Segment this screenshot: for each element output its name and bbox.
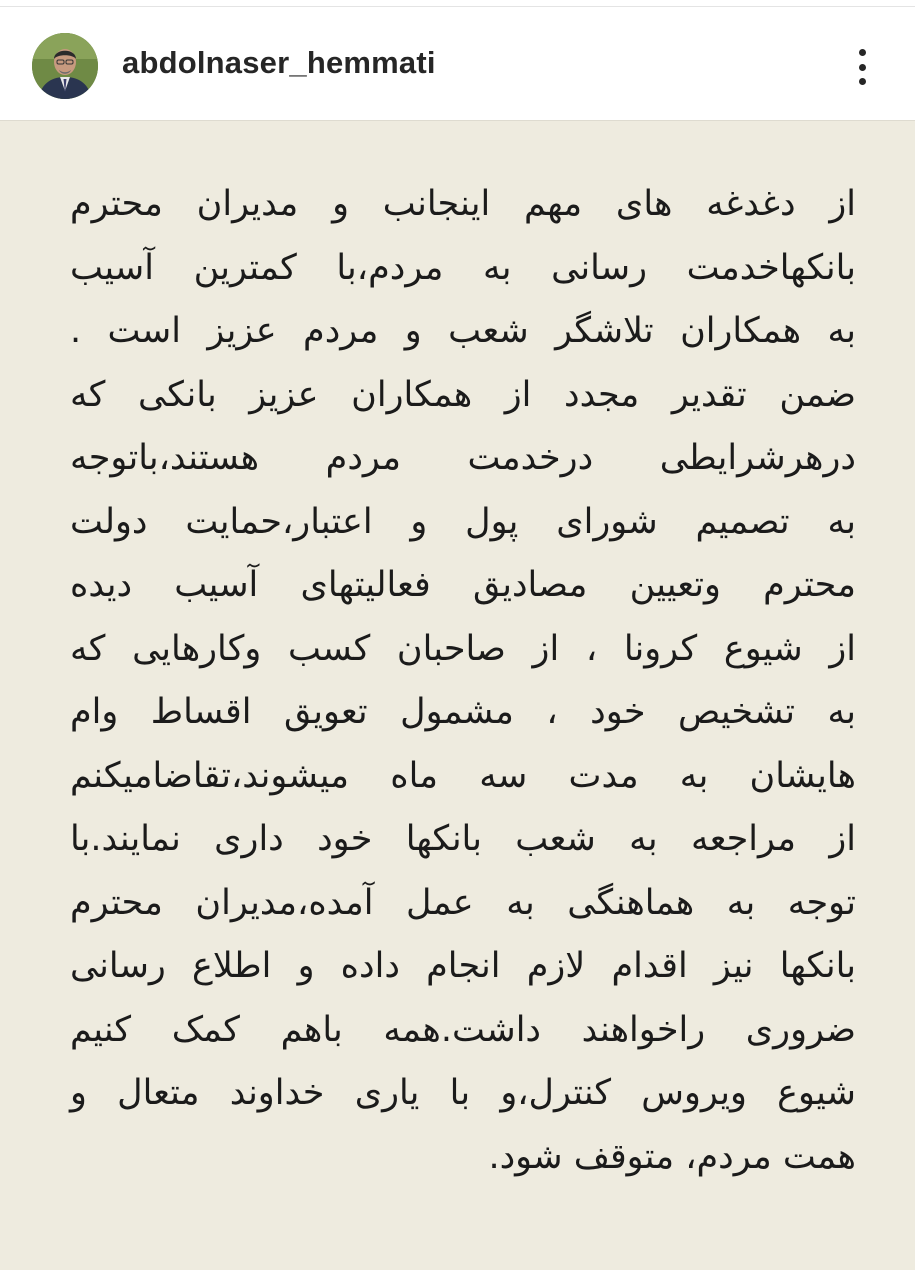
post-header [0,6,915,120]
post-text-line: هایشان به مدت سه ماه میشوند،تقاضامیکنم [70,755,856,796]
post-text-line: توجه به هماهنگی به عمل آمده،مدیران محترم [70,882,856,923]
post-text-line: بانکها نیز اقدام لازم انجام داده و اطلاع رسانی [70,946,856,986]
post-image[interactable] [0,120,915,1270]
avatar-portrait-icon [32,33,98,99]
post-footer-divider [0,1270,915,1280]
avatar[interactable] [32,33,98,99]
post-text-line: درهرشرایطی درخدمت مردم هستند،باتوجه [70,438,856,478]
post-text-line: ضمن تقدیر مجدد از همکاران عزیز بانکی که [70,374,856,415]
post-text-line: محترم وتعیین مصادیق فعالیتهای آسیب دیده [70,565,856,605]
post-text-line: بانکهاخدمت رسانی به مردم،با کمترین آسیب [70,247,856,288]
more-vertical-icon [859,49,866,56]
post-text-line: به تشخیص خود ، مشمول تعویق اقساط وام [70,692,856,732]
post-text-line: به تصمیم شورای پول و اعتبار،حمایت دولت [70,501,856,542]
post-text-line: شیوع ویروس کنترل،و با یاری خداوند متعال و [70,1073,856,1113]
more-vertical-icon [859,78,866,85]
post-text-line: به همکاران تلاشگر شعب و مردم عزیز است . [70,311,856,351]
post-text-line: همت مردم، متوقف شود. [488,1136,856,1177]
post-text-line: ضروری راخواهند داشت.همه باهم کمک کنیم [70,1009,856,1050]
post-text [70,173,856,1189]
post-text-line: از مراجعه به شعب بانکها خود داری نمایند.با [70,819,856,859]
post-text-line: از شیوع کرونا ، از صاحبان کسب وکارهایی که [70,628,856,669]
post-text-line: از دغدغه های مهم اینجانب و مدیران محترم [70,184,856,224]
more-options-button[interactable] [844,43,880,91]
username[interactable]: abdolnaser_hemmati [122,45,436,80]
more-vertical-icon [859,64,866,71]
